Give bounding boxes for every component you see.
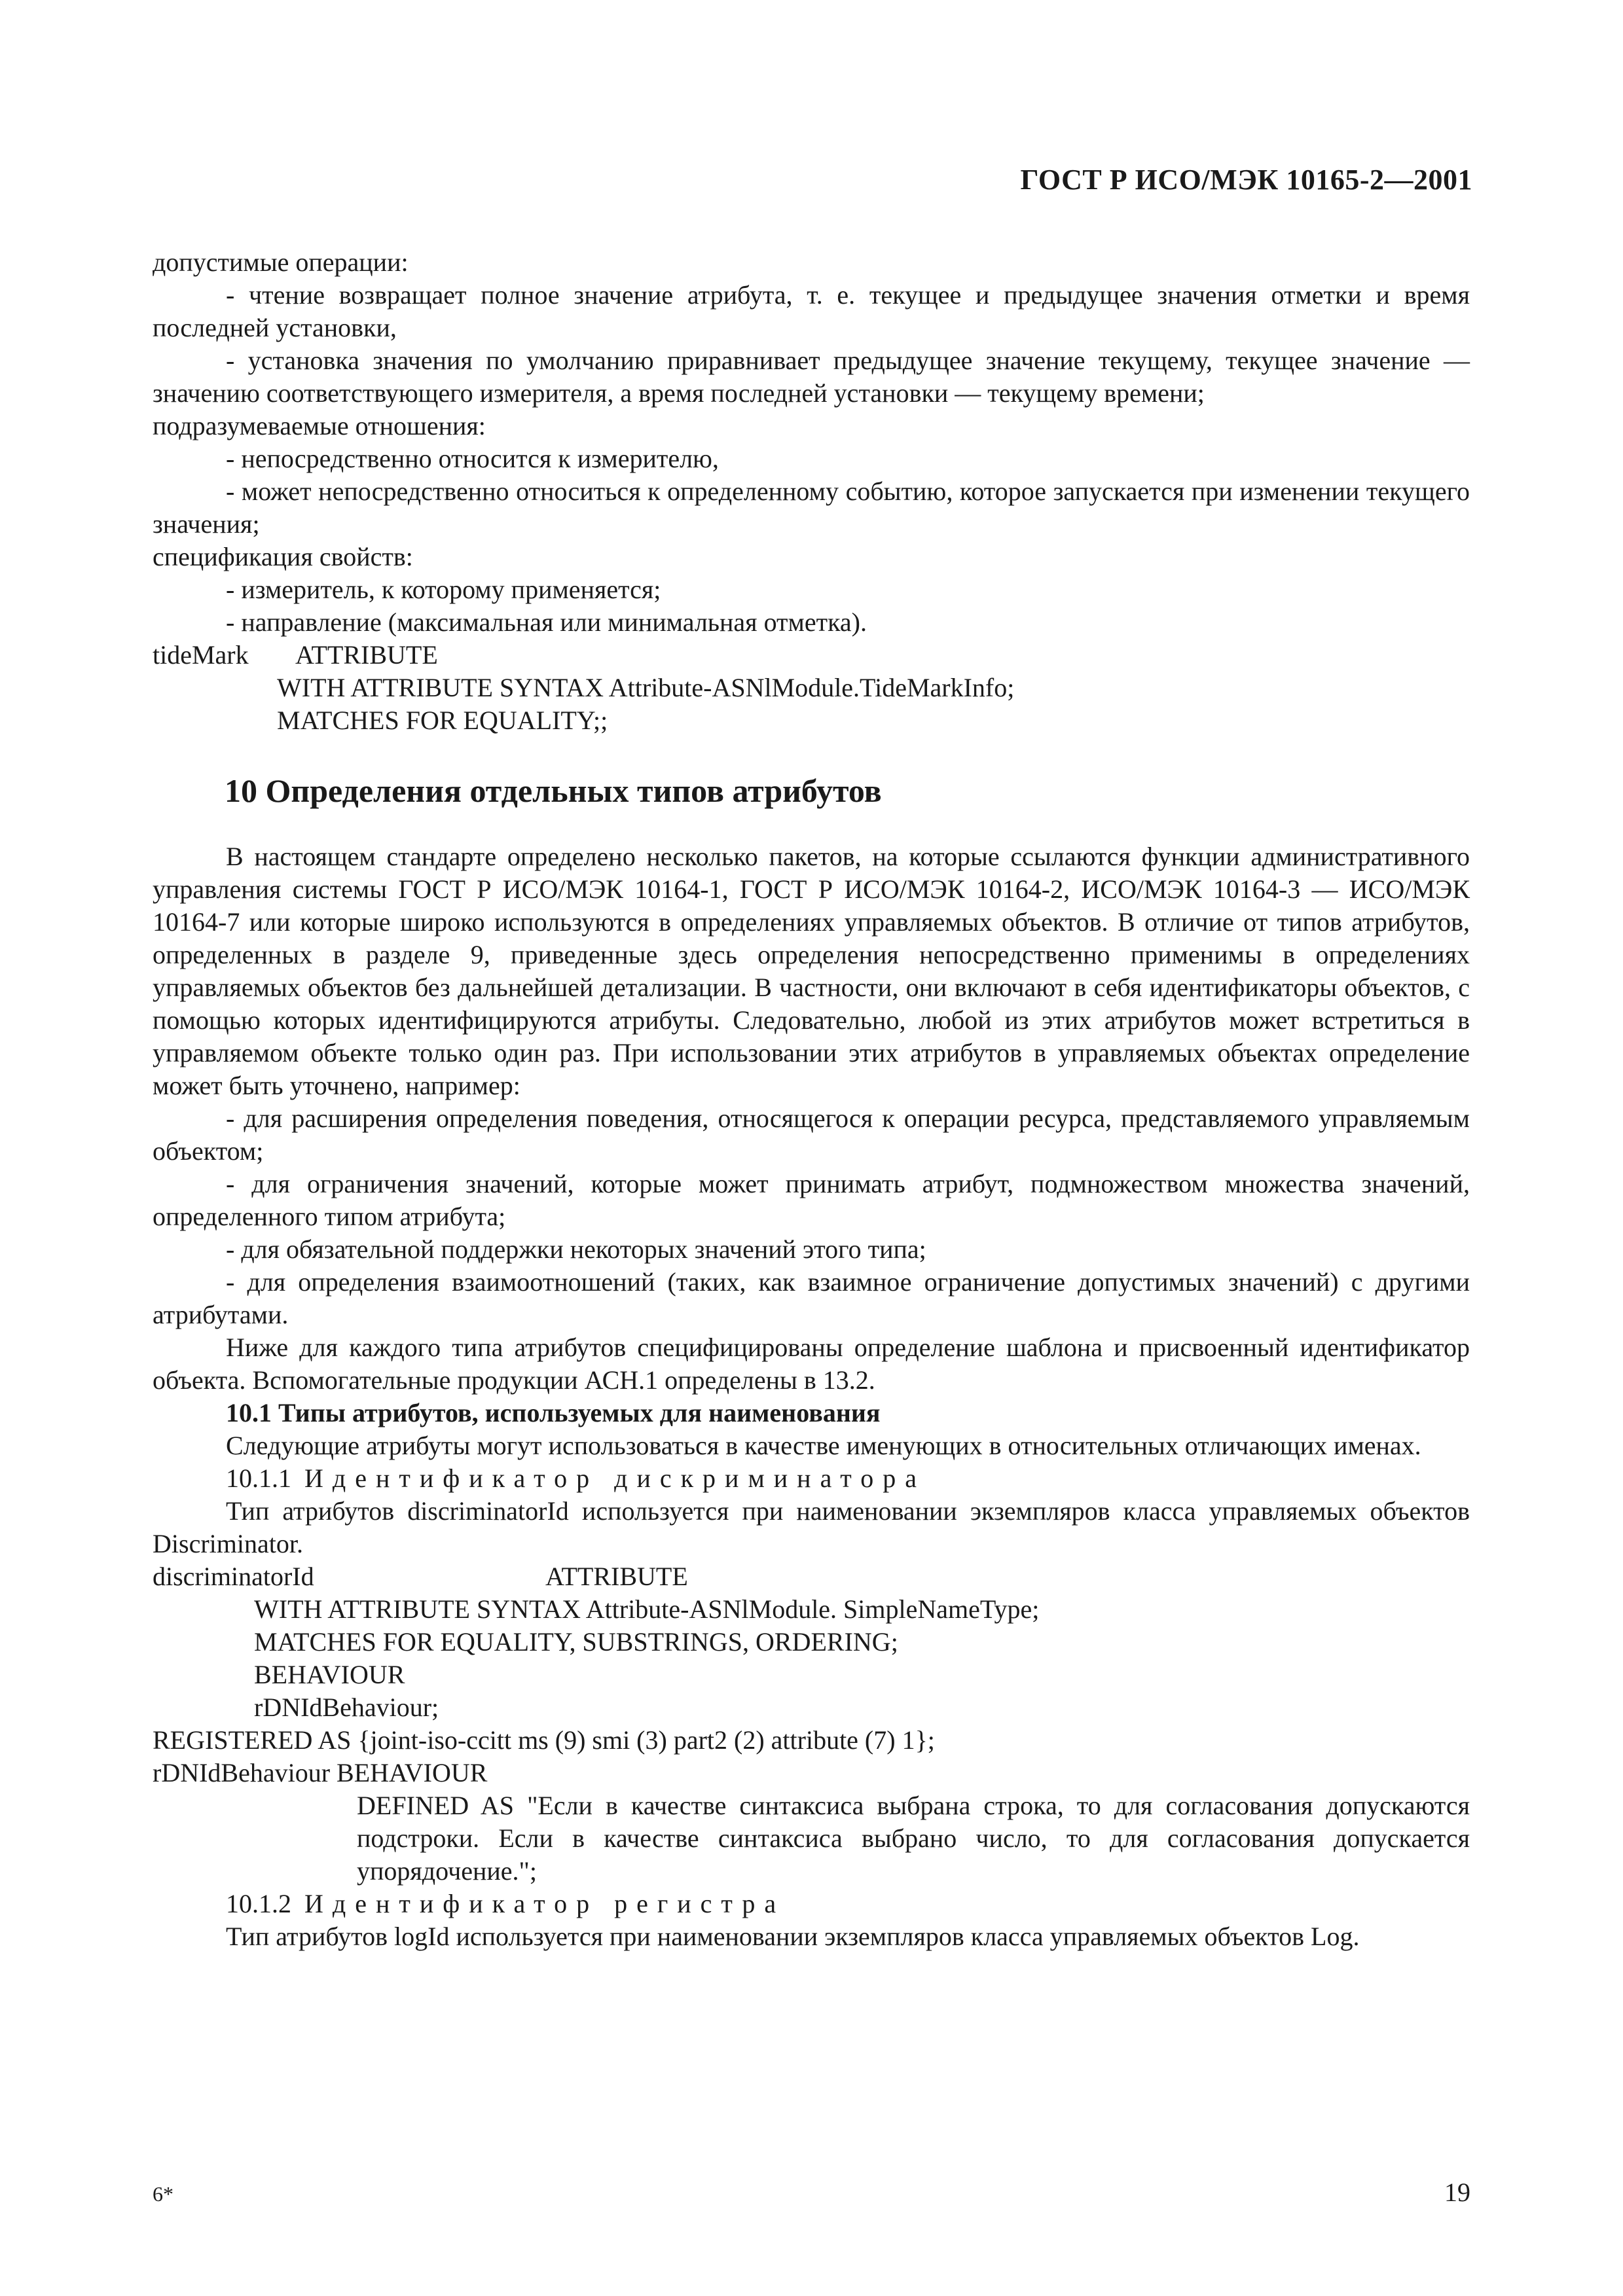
- clause-number: 10.1.1: [226, 1463, 291, 1493]
- code-identifier: tideMark: [153, 640, 249, 670]
- document-header: ГОСТ Р ИСО/МЭК 10165-2—2001: [1020, 164, 1472, 196]
- list-item: - для определения взаимоотношений (таких, как взаимное ограничение допустимых значений) с другими атрибутами.: [153, 1267, 1470, 1329]
- clause-title: Идентификатор дискриминатора: [304, 1463, 926, 1493]
- code-line: rDNIdBehaviour;: [254, 1693, 439, 1722]
- clause-heading: [153, 1462, 1470, 1495]
- paragraph: Тип атрибутов logId используется при наименовании экземпляров класса управляемых объектов Log.: [226, 1922, 1360, 1951]
- code-block-discriminatorid: [153, 1560, 1470, 1888]
- subsection-heading: 10.1 Типы атрибутов, используемых для наименования: [226, 1398, 881, 1427]
- code-line: BEHAVIOUR: [254, 1660, 405, 1689]
- list-item: - чтение возвращает полное значение атрибута, т. е. текущее и предыдущее значения отметки и время последней установки,: [153, 280, 1470, 342]
- list-item: - может непосредственно относиться к определенному событию, которое запускается при изменении текущего значения;: [153, 476, 1470, 539]
- code-identifier: discriminatorId: [153, 1562, 314, 1591]
- clause-title: Идентификатор регистра: [304, 1889, 786, 1918]
- paragraph: Ниже для каждого типа атрибутов специфицированы определение шаблона и присвоенный идентификатор объекта. Вспомогательные продукции АСН.1 определены в 13.2.: [153, 1333, 1470, 1395]
- code-line: REGISTERED AS {joint-iso-ccitt ms (9) smi (3) part2 (2) attribute (7) 1};: [153, 1725, 935, 1755]
- page-body: [153, 246, 1470, 1953]
- paragraph: В настоящем стандарте определено несколько пакетов, на которые ссылаются функции административного управления системы ГОСТ Р ИСО/МЭК 10164-1, ГОСТ Р ИСО/МЭК 10164-2, ИСО/МЭК 10164-3 — ИСО/МЭК 10164-7 или которые широко используются в определениях управляемых объектов. В отличие от типов атрибутов, определенных в разделе 9, приведенные здесь определения непосредственно применимы в определениях управляемых объектов без дальнейшей детализации. В частности, они включают в себя идентификаторы объектов, с помощью которых идентифицируются атрибуты. Следовательно, любой из этих атрибутов может встретиться в управляемом объекте только один раз. При использовании этих атрибутов в управляемых объектах определение может быть уточнено, например:: [153, 842, 1470, 1100]
- list-item: - непосредственно относится к измерителю,: [226, 444, 719, 473]
- page-number: 19: [1444, 2178, 1470, 2207]
- text-line: допустимые операции:: [153, 247, 409, 277]
- clause-heading: [153, 1888, 1470, 1920]
- code-block-tidemark: [153, 639, 1470, 737]
- code-line: MATCHES FOR EQUALITY;;: [277, 706, 608, 735]
- code-keyword: ATTRIBUTE: [295, 640, 438, 670]
- clause-number: 10.1.2: [226, 1889, 291, 1918]
- list-item: - для ограничения значений, которые может принимать атрибут, подмножеством множества значений, определенного типом атрибута;: [153, 1169, 1470, 1231]
- code-line: rDNIdBehaviour BEHAVIOUR: [153, 1758, 488, 1787]
- code-line: DEFINED AS "Если в качестве синтаксиса выбрана строка, то для согласования допускаются подстроки. Если в качестве синтаксиса выбрано число, то для согласования допускается упорядочение.";: [357, 1791, 1470, 1886]
- code-line: MATCHES FOR EQUALITY, SUBSTRINGS, ORDERING;: [254, 1627, 898, 1657]
- paragraph: Тип атрибутов discriminatorId используется при наименовании экземпляров класса управляемых объектов Discriminator.: [153, 1496, 1470, 1558]
- code-line: WITH ATTRIBUTE SYNTAX Attribute-ASNlModule.TideMarkInfo;: [277, 673, 1015, 702]
- list-item: - для обязательной поддержки некоторых значений этого типа;: [226, 1234, 926, 1264]
- list-item: - направление (максимальная или минимальная отметка).: [226, 607, 867, 637]
- sheet-mark: 6*: [153, 2182, 173, 2206]
- code-keyword: ATTRIBUTE: [545, 1562, 688, 1591]
- list-item: - для расширения определения поведения, относящегося к операции ресурса, представляемого управляемым объектом;: [153, 1103, 1470, 1166]
- list-item: - установка значения по умолчанию приравнивает предыдущее значение текущему, текущее значение — значению соответствующего измерителя, а время последней установки — текущему времени;: [153, 346, 1470, 408]
- list-item: - измеритель, к которому применяется;: [226, 575, 661, 604]
- section-heading: 10 Определения отдельных типов атрибутов: [225, 772, 882, 809]
- paragraph: Следующие атрибуты могут использоваться в качестве именующих в относительных отличающих именах.: [226, 1431, 1421, 1460]
- text-line: спецификация свойств:: [153, 542, 413, 571]
- code-line: WITH ATTRIBUTE SYNTAX Attribute-ASNlModule. SimpleNameType;: [254, 1594, 1040, 1624]
- text-line: подразумеваемые отношения:: [153, 411, 486, 440]
